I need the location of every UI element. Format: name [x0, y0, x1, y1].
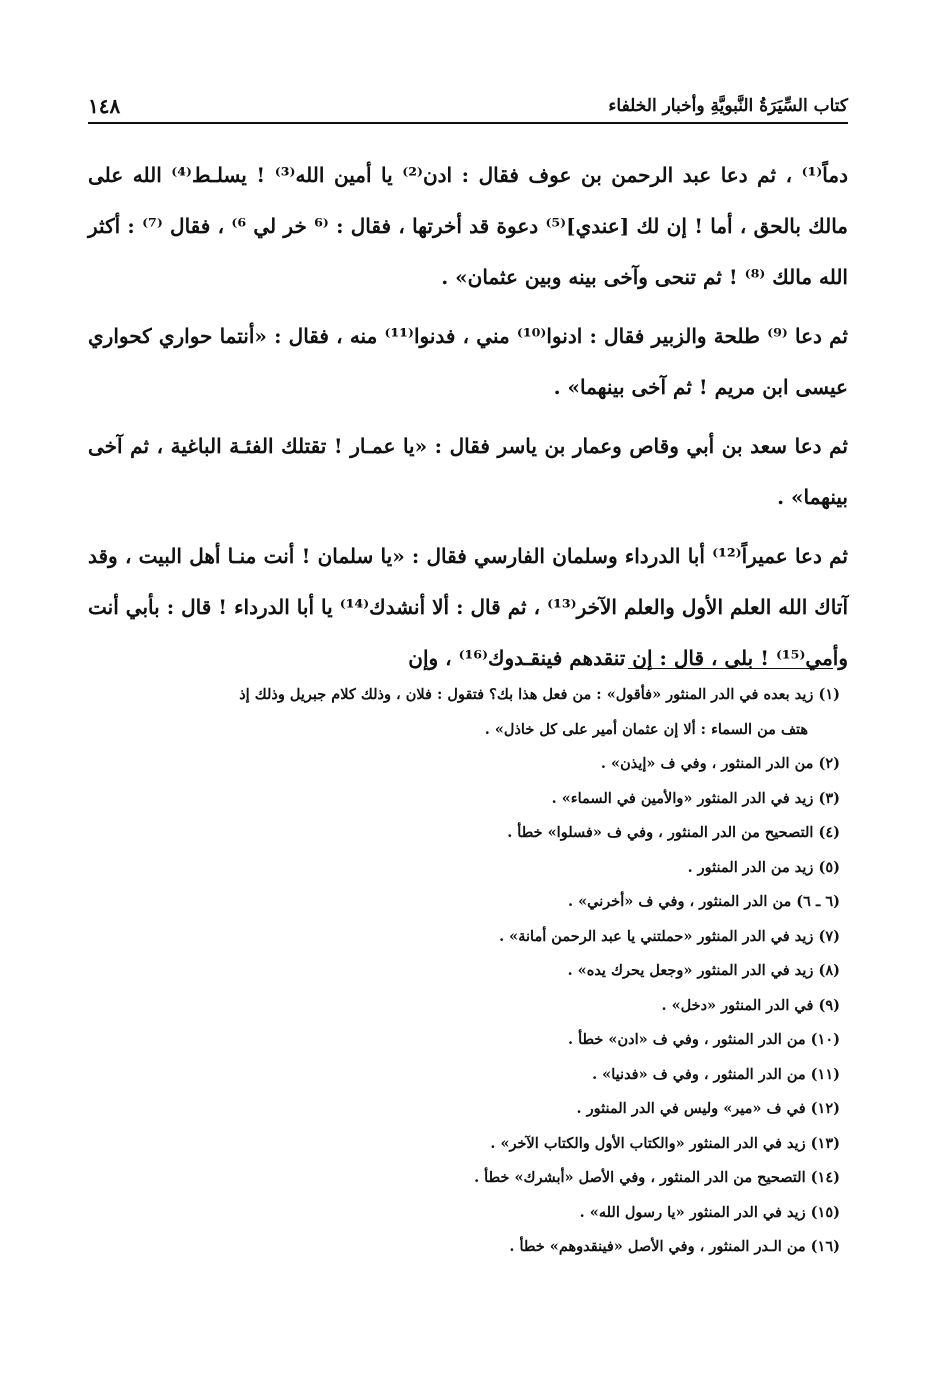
footnote: (١٥) زيد في الدر المنثور «يا رسول الله» . [579, 1203, 840, 1221]
paragraph: ثم دعا سعد بن أبي وقاص وعمار بن ياسر فقال : «يا عمـار ! تقتلك الفئـة الباغية ، ثم آخى بينهما» . [88, 434, 848, 509]
footnote: (١٤) التصحيح من الدر المنثور ، وفي الأصل «أبشرك» خطأ . [474, 1169, 840, 1186]
footnote-continuation: هتف من السماء : ألا إن عثمان أمير على كل خاذل» . [484, 720, 808, 738]
page-header [88, 84, 848, 124]
footnote: (١) زيد بعده في الدر المنثور «فأقول» : من فعل هذا بك؟ فتقول : فلان ، وذلك كلام جبريل وذلك إذ [239, 686, 840, 703]
footnote: (٣) زيد في الدر المنثور «والأمين في السماء» . [551, 789, 840, 807]
footnote: (١٦) من الـدر المنثور ، وفي الأصل «فينقدوهم» خطأ . [509, 1238, 840, 1255]
footnote: (٥) زيد من الدر المنثور . [687, 858, 840, 876]
footnote: (١٢) في ف «مير» وليس في الدر المنثور . [576, 1100, 840, 1117]
footnote: (١٣) زيد في الدر المنثور «والكتاب الأول والكتاب الآخر» . [490, 1134, 840, 1152]
footnote: (٧) زيد في الدر المنثور «حملتني يا عبد الرحمن أمانة» . [499, 927, 840, 945]
page-number: ١٤٨ [88, 94, 121, 118]
footnote: (٩) في الدر المنثور «دخل» . [661, 996, 840, 1014]
main-text [88, 150, 848, 692]
paragraph: دماً⁽¹⁾ ، ثم دعا عبد الرحمن بن عوف فقال : ادن⁽²⁾ يا أمين الله⁽³⁾ ! يسلـط⁽⁴⁾ الله على مالك بالحق ، أما ! إن لك [عندي]⁽⁵⁾ دعوة قد أخرتها ، فقال : ⁽⁶ خر لي ⁶⁾ ، فقال ⁽⁷⁾ : أكثر الله مالك ⁽⁸⁾ ! ثم تنحى وآخى بينه وبين عثمان» . [88, 163, 849, 289]
footnote: (٦ ـ ٦) من الدر المنثور ، وفي ف «أخرني» . [567, 893, 840, 910]
footnotes [88, 678, 848, 1265]
footnote: (١٠) من الدر المنثور ، وفي ف «ادن» خطأ . [568, 1031, 840, 1048]
footnote-separator [628, 668, 833, 669]
paragraph: ثم دعا ⁽⁹⁾ طلحة والزبير فقال : ادنوا⁽¹⁰⁾ مني ، فدنوا⁽¹¹⁾ منه ، فقال : «أنتما حواري كحواري عيسى ابن مريم ! ثم آخى بينهما» . [88, 324, 848, 399]
paragraph: ثم دعا عميراً⁽¹²⁾ أبا الدرداء وسلمان الفارسي فقال : «يا سلمان ! أنت منـا أهل البيت ، وقد آتاك الله العلم الأول والعلم الآخر⁽¹³⁾ ، ثم قال : ألا أنشدك⁽¹⁴⁾ يا أبا الدرداء ! قال : بأبي أنت وأمي⁽¹⁵⁾ ! بلى ، قال : إن تنقدهم فينقـدوك⁽¹⁶⁾ ، وإن [88, 544, 848, 670]
footnote: (١١) من الدر المنثور ، وفي ف «فدنيا» . [592, 1065, 840, 1083]
footnote: (٤) التصحيح من الدر المنثور ، وفي ف «فسلوا» خطأ . [507, 824, 840, 841]
footnote: (٨) زيد في الدر المنثور «وجعل يحرك يده» . [567, 962, 840, 979]
footnote: (٢) من الدر المنثور ، وفي ف «إيذن» . [600, 755, 840, 772]
running-title: كتاب السِّيَرَةُ النَّبويَّةِ وأخبار الخلفاء [608, 96, 848, 116]
